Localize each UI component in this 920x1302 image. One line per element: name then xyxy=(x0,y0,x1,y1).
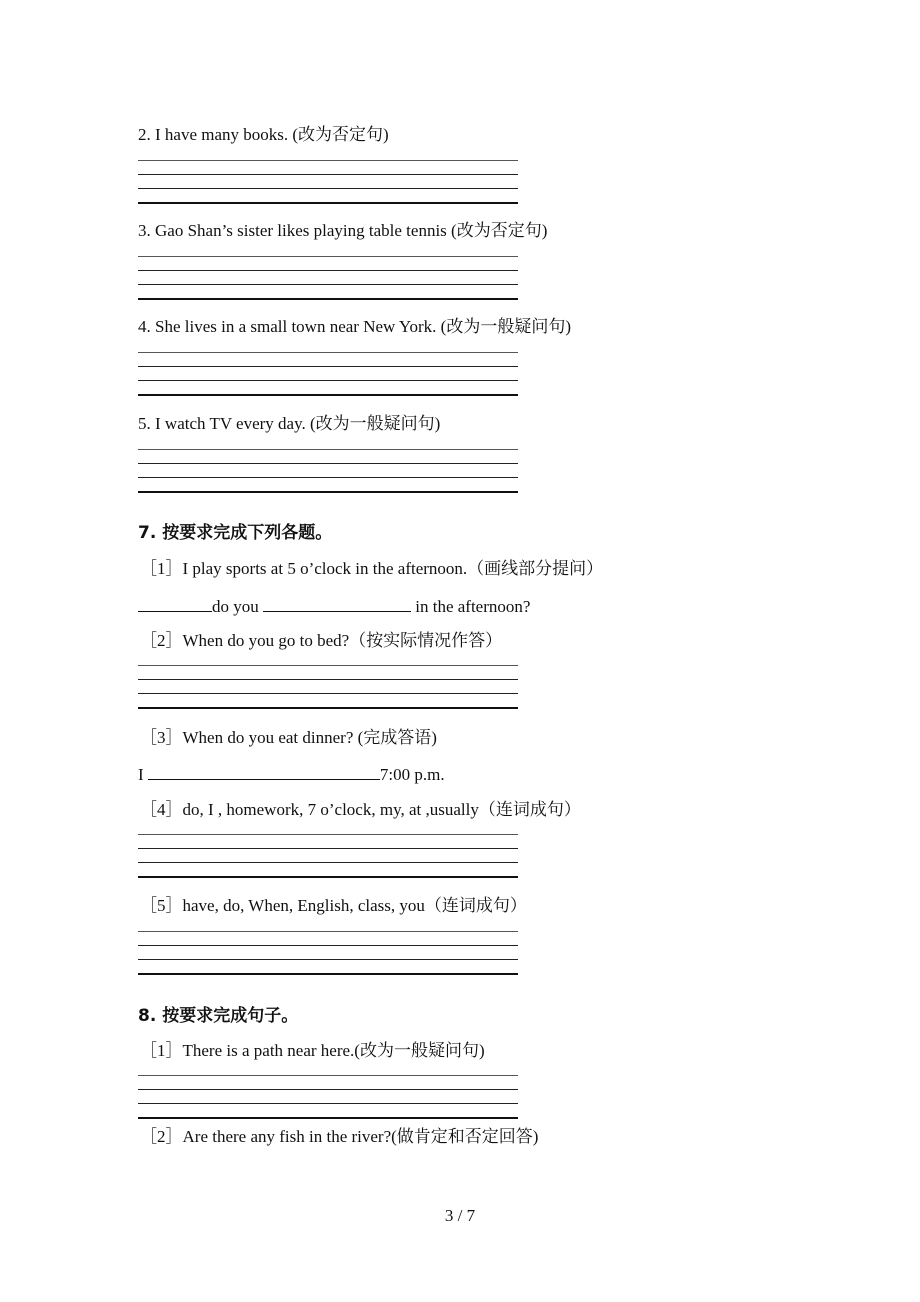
answer-text-do-you: do you xyxy=(212,597,259,616)
question-7-1: ［1］I play sports at 5 o’clock in the afternoon.（画线部分提问） xyxy=(140,559,604,578)
answer-lines-7-4 xyxy=(138,832,518,882)
question-7-3: ［3］When do you eat dinner? (完成答语) xyxy=(140,728,437,747)
answer-lines-6-2 xyxy=(138,158,518,208)
answer-lines-6-4 xyxy=(138,350,518,400)
question-7-4: ［4］do, I , homework, 7 o’clock, my, at ,usually（连词成句） xyxy=(140,800,581,819)
answer-suffix: 7:00 p.m. xyxy=(379,765,445,784)
answer-lines-7-5 xyxy=(138,929,518,979)
section-8-heading: 8. 按要求完成句子。 xyxy=(138,1006,299,1026)
question-6-2: 2. I have many books. (改为否定句) xyxy=(138,125,389,144)
question-8-1: ［1］There is a path near here.(改为一般疑问句) xyxy=(140,1041,485,1060)
answer-blank[interactable] xyxy=(148,763,380,780)
question-7-3-answer xyxy=(138,763,445,786)
question-8-2: ［2］Are there any fish in the river?(做肯定和否定回答) xyxy=(140,1127,539,1146)
question-7-5: ［5］have, do, When, English, class, you（连词成句） xyxy=(140,896,527,915)
answer-lines-8-1 xyxy=(138,1073,518,1123)
page-number: 3 / 7 xyxy=(444,1206,476,1225)
answer-blank[interactable] xyxy=(138,595,212,612)
question-7-2: ［2］When do you go to bed?（按实际情况作答） xyxy=(140,631,503,650)
answer-blank[interactable] xyxy=(263,595,411,612)
question-6-5: 5. I watch TV every day. (改为一般疑问句) xyxy=(138,414,441,433)
answer-prefix: I xyxy=(138,765,144,784)
question-6-4: 4. She lives in a small town near New York. (改为一般疑问句) xyxy=(138,317,571,336)
section-7-heading: 7. 按要求完成下列各题。 xyxy=(138,523,333,543)
question-7-1-answer xyxy=(138,595,530,618)
question-6-3: 3. Gao Shan’s sister likes playing table tennis (改为否定句) xyxy=(138,221,548,240)
answer-lines-6-3 xyxy=(138,254,518,304)
answer-lines-6-5 xyxy=(138,447,518,497)
answer-text-afternoon: in the afternoon? xyxy=(415,597,531,616)
answer-lines-7-2 xyxy=(138,663,518,713)
